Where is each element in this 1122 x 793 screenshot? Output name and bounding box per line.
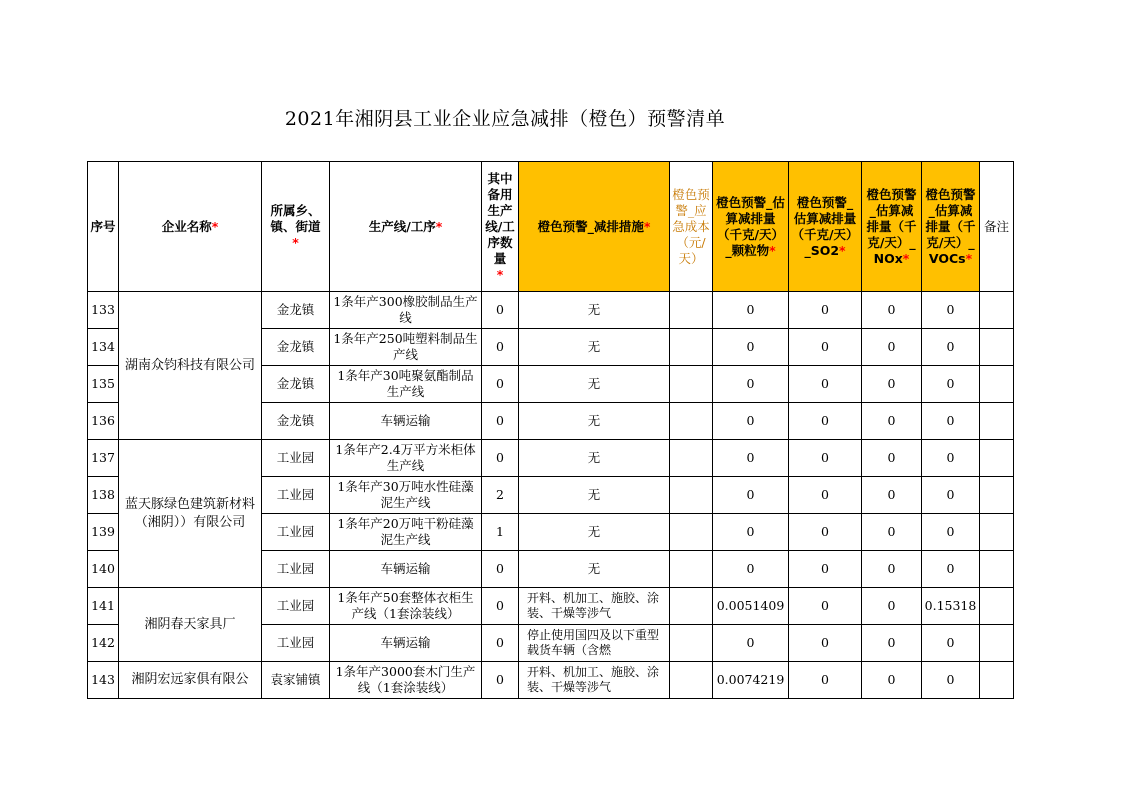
header-company: 企业名称* (119, 162, 262, 292)
row-backup: 0 (482, 588, 519, 625)
row-note (980, 329, 1014, 366)
row-seq: 133 (88, 292, 119, 329)
header-seq: 序号 (88, 162, 119, 292)
row-backup: 0 (482, 551, 519, 588)
row-pm: 0 (713, 551, 789, 588)
row-seq: 136 (88, 403, 119, 440)
row-town: 金龙镇 (262, 366, 330, 403)
page-title: 2021年湘阴县工业企业应急减排（橙色）预警清单 (284, 108, 726, 130)
row-pm: 0 (713, 625, 789, 662)
row-backup: 0 (482, 366, 519, 403)
row-cost (670, 403, 713, 440)
row-seq: 137 (88, 440, 119, 477)
row-vocs: 0 (922, 329, 980, 366)
company-name: 湘阴宏远家俱有限公 (119, 662, 262, 699)
row-vocs: 0 (922, 551, 980, 588)
company-name: 湖南众钧科技有限公司 (119, 292, 262, 440)
company-name: 湘阴春天家具厂 (119, 588, 262, 662)
row-line: 1条年产20万吨干粉硅藻泥生产线 (330, 514, 482, 551)
table-row (88, 662, 1014, 699)
row-cost (670, 440, 713, 477)
row-note (980, 366, 1014, 403)
row-cost (670, 329, 713, 366)
row-vocs: 0 (922, 366, 980, 403)
row-town: 金龙镇 (262, 329, 330, 366)
row-so2: 0 (789, 403, 862, 440)
required-star: * (965, 250, 973, 266)
row-cost (670, 625, 713, 662)
row-backup: 0 (482, 625, 519, 662)
header-cost: 橙色预警_应急成本（元/天） (670, 162, 713, 292)
row-line: 车辆运输 (330, 625, 482, 662)
row-cost (670, 514, 713, 551)
row-so2: 0 (789, 477, 862, 514)
row-pm: 0 (713, 292, 789, 329)
row-pm: 0 (713, 477, 789, 514)
required-star: * (769, 242, 776, 258)
row-measures: 开料、机加工、施胶、涂装、干燥等涉气 (519, 662, 670, 699)
row-nox: 0 (862, 440, 922, 477)
row-note (980, 477, 1014, 514)
row-nox: 0 (862, 625, 922, 662)
row-seq: 135 (88, 366, 119, 403)
row-measures: 无 (519, 551, 670, 588)
required-star: * (839, 242, 846, 258)
row-so2: 0 (789, 662, 862, 699)
row-note (980, 514, 1014, 551)
warning-list-table (87, 161, 1014, 699)
row-nox: 0 (862, 292, 922, 329)
row-measures: 无 (519, 403, 670, 440)
row-nox: 0 (862, 662, 922, 699)
header-note: 备注 (980, 162, 1014, 292)
row-vocs: 0 (922, 403, 980, 440)
row-measures: 无 (519, 366, 670, 403)
row-seq: 138 (88, 477, 119, 514)
row-vocs: 0 (922, 514, 980, 551)
row-cost (670, 662, 713, 699)
row-line: 1条年产50套整体衣柜生产线（1套涂装线） (330, 588, 482, 625)
row-note (980, 403, 1014, 440)
row-town: 金龙镇 (262, 292, 330, 329)
row-so2: 0 (789, 440, 862, 477)
row-nox: 0 (862, 588, 922, 625)
row-measures: 无 (519, 514, 670, 551)
row-pm: 0 (713, 514, 789, 551)
row-so2: 0 (789, 292, 862, 329)
row-town: 袁家铺镇 (262, 662, 330, 699)
row-so2: 0 (789, 551, 862, 588)
row-note (980, 662, 1014, 699)
table-row (88, 440, 1014, 477)
row-seq: 142 (88, 625, 119, 662)
row-measures: 无 (519, 440, 670, 477)
row-nox: 0 (862, 514, 922, 551)
row-note (980, 440, 1014, 477)
header-so2: 橙色预警_估算减排量（千克/天）_SO2* (789, 162, 862, 292)
row-so2: 0 (789, 625, 862, 662)
company-name: 蓝天豚绿色建筑新材料（湘阴））有限公司 (119, 440, 262, 588)
header-nox: 橙色预警_估算减排量（千克/天）_NOx* (862, 162, 922, 292)
row-pm: 0 (713, 440, 789, 477)
row-backup: 0 (482, 403, 519, 440)
header-pm: 橙色预警_估算减排量（千克/天）_颗粒物* (713, 162, 789, 292)
required-star: * (643, 218, 651, 234)
row-measures: 停止使用国四及以下重型载货车辆（含燃 (519, 625, 670, 662)
required-star: * (292, 234, 299, 250)
row-nox: 0 (862, 329, 922, 366)
table-row (88, 292, 1014, 329)
row-vocs: 0 (922, 477, 980, 514)
row-line: 车辆运输 (330, 551, 482, 588)
row-line: 1条年产3000套木门生产线（1套涂装线） (330, 662, 482, 699)
row-pm: 0 (713, 366, 789, 403)
row-town: 工业园 (262, 588, 330, 625)
row-backup: 0 (482, 329, 519, 366)
row-pm: 0.0051409 (713, 588, 789, 625)
row-backup: 1 (482, 514, 519, 551)
row-seq: 140 (88, 551, 119, 588)
row-backup: 2 (482, 477, 519, 514)
row-line: 1条年产30吨聚氨酯制品生产线 (330, 366, 482, 403)
table-header-row (88, 162, 1014, 292)
required-star: * (211, 218, 219, 234)
row-cost (670, 366, 713, 403)
header-town: 所属乡、镇、街道 * (262, 162, 330, 292)
row-town: 工业园 (262, 551, 330, 588)
row-measures: 开料、机加工、施胶、涂装、干燥等涉气 (519, 588, 670, 625)
row-seq: 134 (88, 329, 119, 366)
row-note (980, 588, 1014, 625)
row-nox: 0 (862, 551, 922, 588)
header-measures: 橙色预警_减排措施* (519, 162, 670, 292)
row-town: 工业园 (262, 477, 330, 514)
row-town: 工业园 (262, 514, 330, 551)
row-cost (670, 292, 713, 329)
required-star: * (496, 266, 504, 282)
row-pm: 0.0074219 (713, 662, 789, 699)
row-line: 1条年产2.4万平方米柜体生产线 (330, 440, 482, 477)
row-seq: 141 (88, 588, 119, 625)
row-backup: 0 (482, 292, 519, 329)
row-line: 1条年产250吨塑料制品生产线 (330, 329, 482, 366)
row-nox: 0 (862, 366, 922, 403)
row-measures: 无 (519, 477, 670, 514)
row-town: 工业园 (262, 625, 330, 662)
table-row (88, 588, 1014, 625)
row-town: 工业园 (262, 440, 330, 477)
row-so2: 0 (789, 514, 862, 551)
row-vocs: 0 (922, 292, 980, 329)
row-note (980, 292, 1014, 329)
row-note (980, 625, 1014, 662)
row-vocs: 0 (922, 625, 980, 662)
row-measures: 无 (519, 329, 670, 366)
row-line: 1条年产30万吨水性硅藻泥生产线 (330, 477, 482, 514)
required-star: * (902, 250, 910, 266)
row-cost (670, 477, 713, 514)
row-town: 金龙镇 (262, 403, 330, 440)
row-backup: 0 (482, 440, 519, 477)
row-note (980, 551, 1014, 588)
row-cost (670, 551, 713, 588)
row-line: 1条年产300橡胶制品生产线 (330, 292, 482, 329)
row-so2: 0 (789, 588, 862, 625)
row-nox: 0 (862, 477, 922, 514)
row-pm: 0 (713, 329, 789, 366)
row-so2: 0 (789, 366, 862, 403)
row-vocs: 0.15318 (922, 588, 980, 625)
row-vocs: 0 (922, 662, 980, 699)
row-pm: 0 (713, 403, 789, 440)
row-nox: 0 (862, 403, 922, 440)
header-vocs: 橙色预警_估算减排量（千克/天）_VOCs* (922, 162, 980, 292)
row-cost (670, 588, 713, 625)
row-so2: 0 (789, 329, 862, 366)
row-vocs: 0 (922, 440, 980, 477)
row-measures: 无 (519, 292, 670, 329)
header-backup: 其中备用生产线/工序数量 * (482, 162, 519, 292)
row-seq: 143 (88, 662, 119, 699)
row-seq: 139 (88, 514, 119, 551)
row-line: 车辆运输 (330, 403, 482, 440)
row-backup: 0 (482, 662, 519, 699)
required-star: * (435, 218, 443, 234)
header-line: 生产线/工序* (330, 162, 482, 292)
